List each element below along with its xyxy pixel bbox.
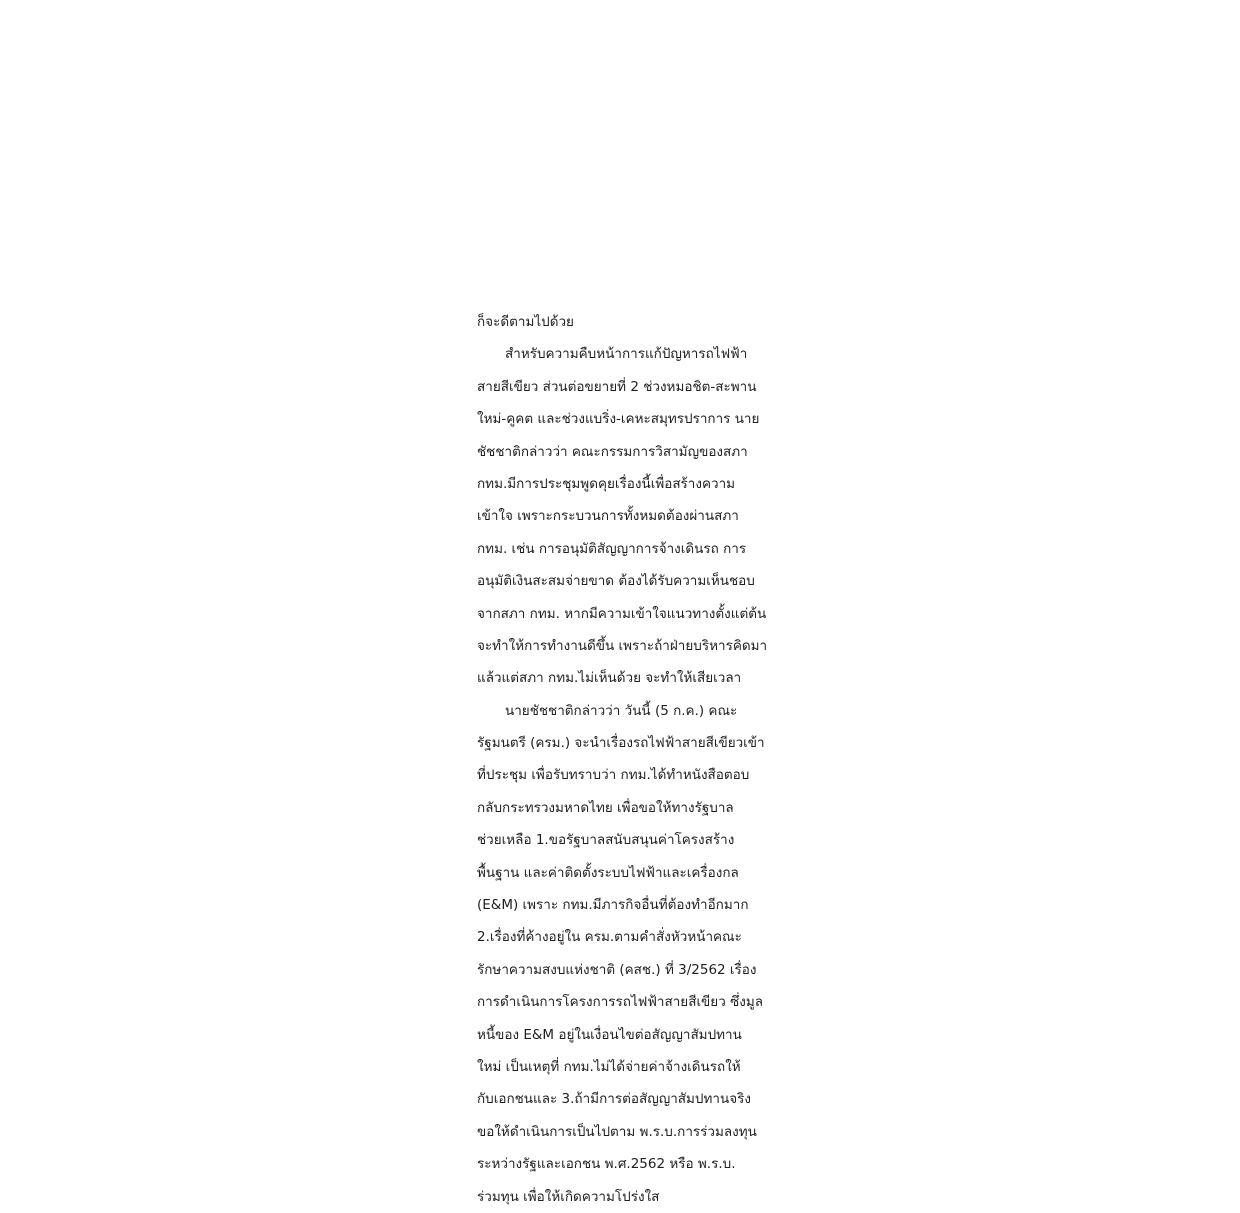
paragraph [477,695,785,1213]
text-line: กทม.มีการประชุมพูดคุยเรื่องนี้เพื่อสร้างความ [477,475,736,492]
text-line: 2.เรื่องที่ค้างอยู่ใน ครม.ตามคำสั่งหัวหน้าคณะ [477,929,742,946]
paragraph [477,338,785,694]
text-line: สำหรับความคืบหน้าการแก้ปัญหารถไฟฟ้า [505,346,748,363]
text-line: รักษาความสงบแห่งชาติ (คสช.) ที่ 3/2562 เรื่อง [477,961,757,978]
text-line: นายชัชชาติกล่าวว่า วันนี้ (5 ก.ค.) คณะ [505,702,738,719]
text-line: ก็จะดีตามไปด้วย [477,314,574,330]
text-line: ร่วมทุน เพื่อให้เกิดความโปร่งใส [477,1188,660,1205]
text-line: พื้นฐาน และค่าติดตั้งระบบไฟฟ้าและเครื่องกล [477,864,739,881]
text-line: ใหม่-คูคต และช่วงแบริ่ง-เคหะสมุทรปราการ นาย [477,411,760,428]
text-line: หนี้ของ E&M อยู่ในเงื่อนไขต่อสัญญาสัมปทาน [477,1026,742,1043]
text-line: กับเอกชนและ 3.ถ้ามีการต่อสัญญาสัมปทานจริง [477,1091,751,1108]
text-line: กลับกระทรวงมหาดไทย เพื่อขอให้ทางรัฐบาล [477,799,734,816]
text-line: ชัชชาติกล่าวว่า คณะกรรมการวิสามัญของสภา [477,443,748,460]
article-column [477,306,785,1213]
text-line: กทม. เช่น การอนุมัติสัญญาการจ้างเดินรถ การ [477,540,747,557]
text-line: เข้าใจ เพราะกระบวนการทั้งหมดต้องผ่านสภา [477,508,739,525]
text-line: ใหม่ เป็นเหตุที่ กทม.ไม่ได้จ่ายค่าจ้างเดินรถให้ [477,1058,741,1075]
text-line: จากสภา กทม. หากมีความเข้าใจแนวทางตั้งแต่ต้น [477,605,767,622]
text-line: สายสีเขียว ส่วนต่อขยายที่ 2 ช่วงหมอชิต-สะพาน [477,378,757,395]
text-line: รัฐมนตรี (ครม.) จะนำเรื่องรถไฟฟ้าสายสีเขียวเข้า [477,735,765,752]
text-line: ระหว่างรัฐและเอกชน พ.ศ.2562 หรือ พ.ร.บ. [477,1156,736,1173]
text-line: แล้วแต่สภา กทม.ไม่เห็นด้วย จะทำให้เสียเวลา [477,670,742,687]
text-line: (E&M) เพราะ กทม.มีภารกิจอื่นที่ต้องทำอีกมาก [477,897,749,914]
text-line: ที่ประชุม เพื่อรับทราบว่า กทม.ได้ทำหนังสือตอบ [477,767,750,784]
text-line: จะทำให้การทำงานดีขึ้น เพราะถ้าฝ่ายบริหารคิดมา [477,637,768,654]
paragraph [477,306,785,338]
text-line: ช่วยเหลือ 1.ขอรัฐบาลสนับสนุนค่าโครงสร้าง [477,832,735,849]
text-line: การดำเนินการโครงการรถไฟฟ้าสายสีเขียว ซึ่งมูล [477,994,763,1011]
text-line: ขอให้ดำเนินการเป็นไปตาม พ.ร.บ.การร่วมลงทุน [477,1123,757,1140]
text-line: อนุมัติเงินสะสมจ่ายขาด ต้องได้รับความเห็นชอบ [477,573,755,590]
